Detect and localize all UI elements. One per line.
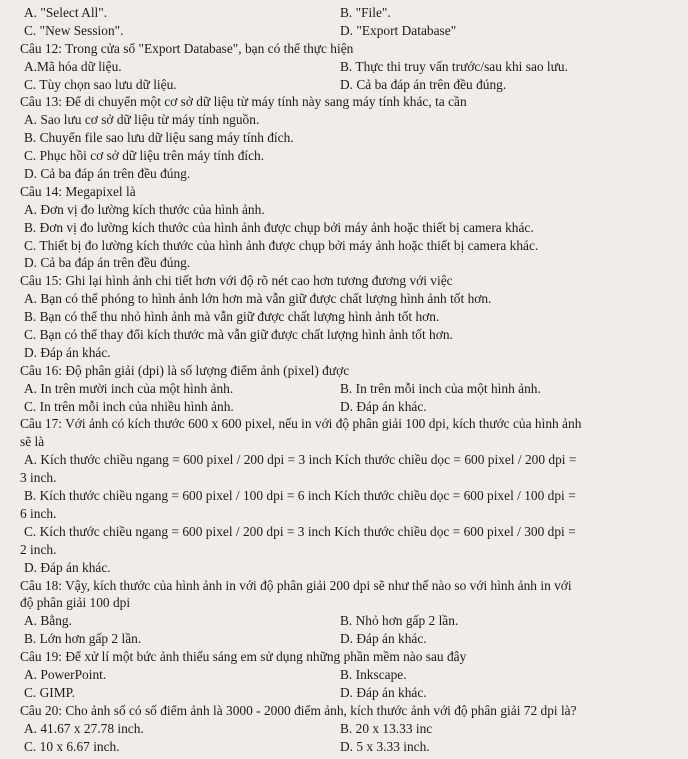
answer-option: A. 41.67 x 27.78 inch.: [24, 720, 144, 736]
answer-option: D. Cả ba đáp án trên đều đúng.: [340, 76, 507, 92]
answer-option: D. Đáp án khác.: [340, 684, 427, 700]
answer-option: D. Đáp án khác.: [340, 398, 427, 414]
answer-option: A. Sao lưu cơ sở dữ liệu từ máy tính nguồn.: [24, 112, 260, 128]
answer-option: C. Phục hồi cơ sở dữ liệu trên máy tính đích.: [24, 148, 265, 164]
question-text: Câu 16: Độ phân giải (dpi) là số lượng điểm ảnh (pixel) được: [20, 362, 350, 378]
answer-option: C. Bạn có thể thay đổi kích thước mà vẫn giữ được chất lượng hình ảnh tốt hơn.: [24, 327, 453, 343]
answer-row: [20, 22, 678, 40]
answer-row: [20, 58, 678, 76]
answer-option: C. GIMP.: [24, 684, 75, 700]
answer-option: C. In trên mỗi inch của nhiều hình ảnh.: [24, 398, 234, 414]
answer-row: [20, 76, 678, 94]
answer-option: B. 20 x 13.33 inc: [340, 720, 433, 736]
answer-row: [20, 630, 678, 648]
answer-row: [20, 398, 678, 416]
question-text: sẽ là: [20, 434, 45, 450]
answer-option: C. Kích thước chiều ngang = 600 pixel / 200 dpi = 3 inch Kích thước chiều dọc = 600 pixel / 300 dpi =: [24, 523, 576, 539]
answer-row: [20, 720, 678, 738]
answer-option: C. 10 x 6.67 inch.: [24, 738, 120, 754]
answer-option: A. "Select All".: [24, 5, 108, 20]
answer-option: B. Thực thi truy vấn trước/sau khi sao lưu.: [340, 58, 568, 74]
answer-row: [20, 738, 678, 756]
question-text: 3 inch.: [20, 470, 57, 486]
answer-option: D. Đáp án khác.: [24, 344, 111, 360]
answer-row: [20, 612, 678, 630]
answer-option: B. Kích thước chiều ngang = 600 pixel / 100 dpi = 6 inch Kích thước chiều dọc = 600 pixel / 100 dpi =: [24, 488, 576, 504]
answer-option: A.Mã hóa dữ liệu.: [24, 58, 122, 74]
answer-option: A. Kích thước chiều ngang = 600 pixel / 200 dpi = 3 inch Kích thước chiều dọc = 600 pixel / 200 dpi =: [24, 452, 577, 468]
answer-option: D. Cả ba đáp án trên đều đúng.: [24, 255, 191, 271]
answer-option: D. Cả ba đáp án trên đều đúng.: [24, 166, 191, 182]
answer-option: B. In trên mỗi inch của một hình ảnh.: [340, 380, 541, 396]
question-text: Câu 19: Để xử lí một bức ảnh thiếu sáng em sử dụng những phần mềm nào sau đây: [20, 649, 467, 665]
answer-option: A. Đơn vị đo lường kích thước của hình ảnh.: [24, 201, 265, 217]
answer-option: C. Tùy chọn sao lưu dữ liệu.: [24, 76, 177, 92]
question-text: Câu 14: Megapixel là: [20, 183, 136, 199]
answer-option: D. "Export Database": [340, 22, 457, 38]
answer-option: B. Nhỏ hơn gấp 2 lần.: [340, 613, 459, 629]
answer-option: B. "File".: [340, 5, 391, 20]
question-text: 6 inch.: [20, 505, 57, 521]
answer-row: [20, 4, 678, 22]
answer-option: B. Đơn vị đo lường kích thước của hình ảnh được chụp bởi máy ảnh hoặc thiết bị camera khác.: [24, 219, 534, 235]
question-text: Câu 20: Cho ảnh số có số điểm ảnh là 3000 - 2000 điểm ảnh, kích thước ảnh với độ phân giải 72 dpi là?: [20, 702, 577, 718]
answer-row: [20, 380, 678, 398]
answer-option: A. Bạn có thể phóng to hình ảnh lớn hơn mà vẫn giữ được chất lượng hình ảnh tốt hơn.: [24, 291, 492, 307]
answer-option: B. Lớn hơn gấp 2 lần.: [24, 631, 142, 647]
answer-option: D. Đáp án khác.: [24, 559, 111, 575]
answer-option: B. Bạn có thể thu nhỏ hình ảnh mà vẫn giữ được chất lượng hình ảnh tốt hơn.: [24, 309, 440, 325]
answer-row: [20, 684, 678, 702]
answer-option: C. Thiết bị đo lường kích thước của hình ảnh được chụp bởi máy ảnh hoặc thiết bị camera khác.: [24, 237, 539, 253]
answer-option: B. Inkscape.: [340, 666, 407, 682]
answer-option: A. In trên mười inch của một hình ảnh.: [24, 380, 234, 396]
question-text: 2 inch.: [20, 541, 57, 557]
answer-option: D. Đáp án khác.: [340, 631, 427, 647]
question-text: Câu 17: Với ảnh có kích thước 600 x 600 pixel, nếu in với độ phân giải 100 dpi, kích thước của hình ảnh: [20, 416, 582, 432]
answer-option: A. PowerPoint.: [24, 666, 107, 682]
question-text: Câu 12: Trong cửa sổ "Export Database", bạn có thể thực hiện: [20, 40, 354, 56]
answer-option: D. 5 x 3.33 inch.: [340, 738, 430, 754]
question-text: Câu 13: Để di chuyển một cơ sở dữ liệu từ máy tính này sang máy tính khác, ta cần: [20, 94, 467, 110]
answer-option: B. Chuyển file sao lưu dữ liệu sang máy tính đích.: [24, 130, 294, 146]
question-text: Câu 18: Vậy, kích thước của hình ảnh in với độ phân giải 200 dpi sẽ như thế nào so với hình ảnh in với: [20, 577, 572, 593]
answer-option: A. Bằng.: [24, 613, 72, 629]
question-text: Câu 15: Ghi lại hình ảnh chi tiết hơn với độ rõ nét cao hơn tương đương với việc: [20, 273, 453, 289]
answer-option: C. "New Session".: [24, 22, 124, 38]
answer-row: [20, 666, 678, 684]
question-text: độ phân giải 100 dpi: [20, 595, 131, 611]
